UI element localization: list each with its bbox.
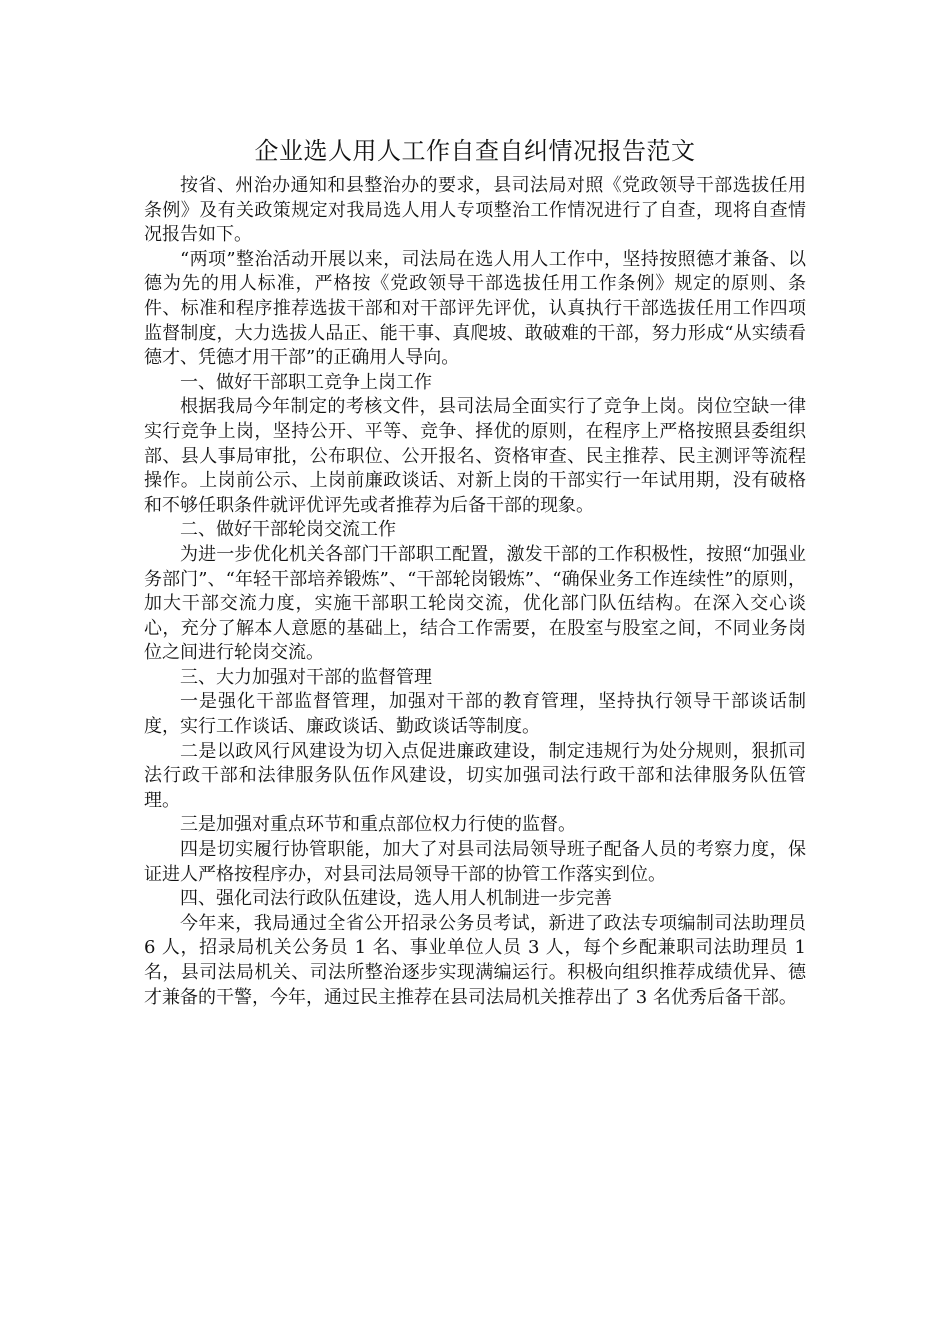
section-heading-3: 三、大力加强对干部的监督管理 [180, 666, 432, 688]
paragraph-section-1: 根据我局今年制定的考核文件，县司法局全面实行了竞争上岗。岗位空缺一律实行竞争上岗，坚持公开、平等、竞争、择优的原则，在程序上严格按照县委组织部、县人事局审批，公布职位、公开报名、资格审查、民主推荐、民主测评等流程操作。上岗前公示、上岗前廉政谈话、对新上岗的干部实行一年试用期，没有破格和不够任职条件就评优评先或者推荐为后备干部的现象。 [144, 396, 806, 516]
section-heading-4: 四、强化司法行政队伍建设，选人用人机制进一步完善 [180, 888, 612, 910]
paragraph-section-2: 为进一步优化机关各部门干部职工配置，激发干部的工作积极性，按照“加强业务部门”、“年轻干部培养锻炼”、“干部轮岗锻炼”、“确保业务工作连续性”的原则，加大干部交流力度，实施干部职工轮岗交流，优化部门队伍结构。在深入交心谈心，充分了解本人意愿的基础上，结合工作需要，在股室与股室之间，不同业务岗位之间进行轮岗交流。 [144, 543, 806, 664]
section-heading-2: 二、做好干部轮岗交流工作 [180, 519, 396, 541]
paragraph-section-3-item-1: 一是强化干部监督管理，加强对干部的教育管理，坚持执行领导干部谈话制度，实行工作谈话、廉政谈话、勤政谈话等制度。 [144, 691, 806, 738]
paragraph-section-3-item-3: 三是加强对重点环节和重点部位权力行使的监督。 [180, 814, 576, 836]
document-title: 企业选人用人工作自查自纠情况报告范文 [254, 137, 696, 165]
document-body [144, 174, 806, 1010]
paragraph-section-3-item-2: 二是以政风行风建设为切入点促进廉政建设，制定违规行为处分规则，狠抓司法行政干部和法律服务队伍作风建设，切实加强司法行政干部和法律服务队伍管理。 [144, 740, 806, 811]
paragraph-section-3-item-4: 四是切实履行协管职能，加大了对县司法局领导班子配备人员的考察力度，保证进人严格按程序办，对县司法局领导干部的协管工作落实到位。 [144, 839, 806, 885]
paragraph-overview: “两项”整治活动开展以来，司法局在选人用人工作中，坚持按照德才兼备、以德为先的用人标准，严格按《党政领导干部选拔任用工作条例》规定的原则、条件、标准和程序推荐选拔干部和对干部评先评优，认真执行干部选拔任用工作四项监督制度，大力选拔人品正、能干事、真爬坡、敢破难的干部，努力形成“从实绩看德才、凭德才用干部”的正确用人导向。 [144, 248, 806, 369]
section-heading-1: 一、做好干部职工竞争上岗工作 [180, 371, 432, 393]
paragraph-section-4: 今年来，我局通过全省公开招录公务员考试，新进了政法专项编制司法助理员 6 人，招录局机关公务员 1 名、事业单位人员 3 人，每个乡配兼职司法助理员 1 名，县司法局机关、司法所整治逐步实现满编运行。积极向组织推荐成绩优异、德才兼备的干警，今年，通过民主推荐在县司法局机关推荐出了 3 名优秀后备干部。 [144, 912, 806, 1008]
paragraph-intro: 按省、州治办通知和县整治办的要求，县司法局对照《党政领导干部选拔任用条例》及有关政策规定对我局选人用人专项整治工作情况进行了自查，现将自查情况报告如下。 [144, 175, 806, 246]
